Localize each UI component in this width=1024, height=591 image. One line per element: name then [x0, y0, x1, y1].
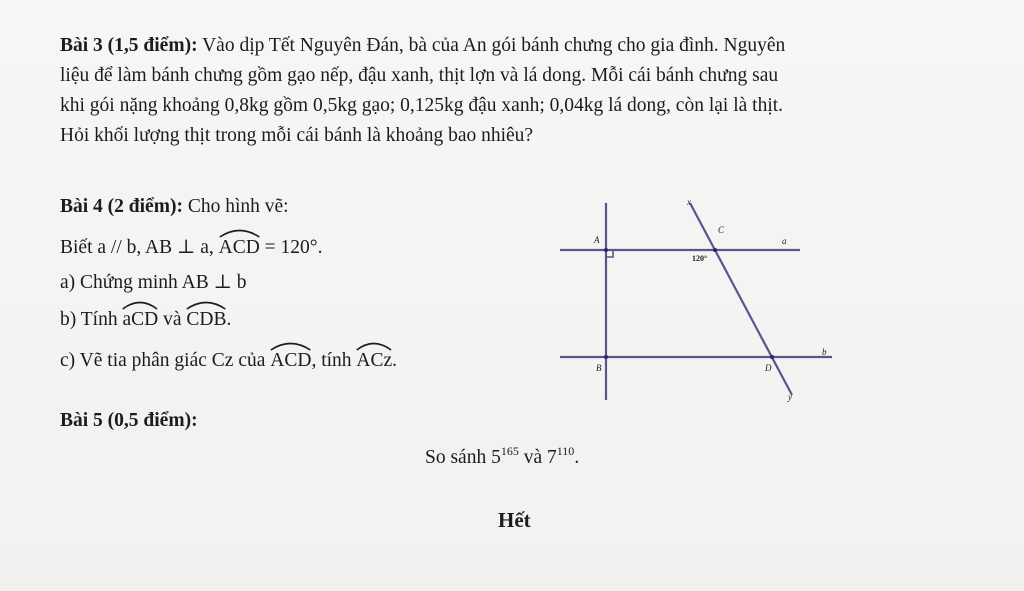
c-prefix: c) Vẽ tia phân giác Cz của	[60, 350, 271, 371]
label-a: a	[782, 236, 787, 246]
label-x: x	[687, 197, 691, 207]
compare-prefix: So sánh 5	[425, 447, 501, 468]
b-angle1-text: aCD	[122, 309, 159, 330]
angle-arc-icon	[186, 300, 226, 310]
bai4-part-b	[60, 309, 231, 331]
given-angle-text: ACD	[218, 237, 260, 258]
line-xy	[690, 203, 792, 395]
end-text: Hết	[498, 508, 531, 532]
given-prefix: Biết a // b, AB ⊥ a,	[60, 237, 219, 258]
b-suffix: .	[226, 309, 232, 330]
angle-acd-given	[219, 237, 260, 259]
bai3-line1-text: Vào dịp Tết Nguyên Đán, bà của An gói bánh chưng cho gia đình. Nguyên	[197, 35, 786, 56]
bai5-title: Bài 5 (0,5 điểm):	[60, 410, 198, 431]
angle-acd-c	[270, 350, 311, 372]
label-b: b	[822, 347, 827, 357]
compare-suffix: .	[574, 447, 580, 468]
bai5-compare	[425, 444, 579, 469]
exponent-2: 110	[556, 444, 575, 458]
angle-arc-icon	[122, 300, 158, 310]
angle-label-120: 120°	[692, 254, 708, 263]
bai3-line-3: khi gói nặng khoảng 0,8kg gồm 0,5kg gạo; 0,125kg đậu xanh; 0,04kg lá dong, còn lại là thịt.	[60, 95, 784, 116]
label-C: C	[718, 225, 725, 235]
b-mid: và	[158, 309, 187, 330]
point-c	[713, 248, 717, 252]
bai4-part-a: a) Chứng minh AB ⊥ b	[60, 272, 247, 293]
angle-acd-b	[122, 309, 158, 331]
exponent-1: 165	[500, 444, 519, 458]
angle-arc-icon	[356, 341, 392, 351]
label-D: D	[765, 363, 772, 373]
bai3-line-2: liệu để làm bánh chưng gồm gạo nếp, đậu xanh, thịt lợn và lá dong. Mỗi cái bánh chưng sau	[60, 65, 779, 86]
bai3-line-4: Hỏi khối lượng thịt trong mỗi cái bánh là khoảng bao nhiêu?	[60, 125, 534, 146]
c-suffix: .	[392, 350, 398, 371]
bai3-line-1	[60, 31, 980, 61]
given-suffix: = 120°.	[259, 237, 323, 258]
c-angle2-text: ACz	[356, 350, 393, 371]
compare-mid: và 7	[518, 447, 557, 468]
geometry-diagram	[560, 195, 850, 410]
bai4-part-c	[60, 350, 397, 372]
point-a	[604, 248, 608, 252]
label-y: y	[788, 392, 792, 402]
bai4-title: Bài 4 (2 điểm):	[60, 196, 183, 217]
angle-acz	[356, 350, 392, 372]
b-prefix: b) Tính	[60, 309, 123, 330]
label-B: B	[596, 363, 602, 373]
bai4-given	[60, 235, 322, 259]
bai3-block	[60, 31, 980, 151]
bai4-intro: Cho hình vẽ:	[182, 196, 289, 217]
c-angle1-text: ACD	[270, 350, 312, 371]
bai3-title: Bài 3 (1,5 điểm):	[60, 35, 198, 56]
angle-cdb	[186, 309, 226, 331]
label-A: A	[594, 235, 600, 245]
angle-arc-icon	[270, 341, 311, 351]
angle-arc-icon	[219, 228, 260, 238]
point-d	[770, 355, 774, 359]
point-b	[604, 355, 608, 359]
b-angle2-text: CDB	[186, 309, 227, 330]
c-mid: , tính	[311, 350, 357, 371]
bai4-heading	[60, 196, 289, 218]
